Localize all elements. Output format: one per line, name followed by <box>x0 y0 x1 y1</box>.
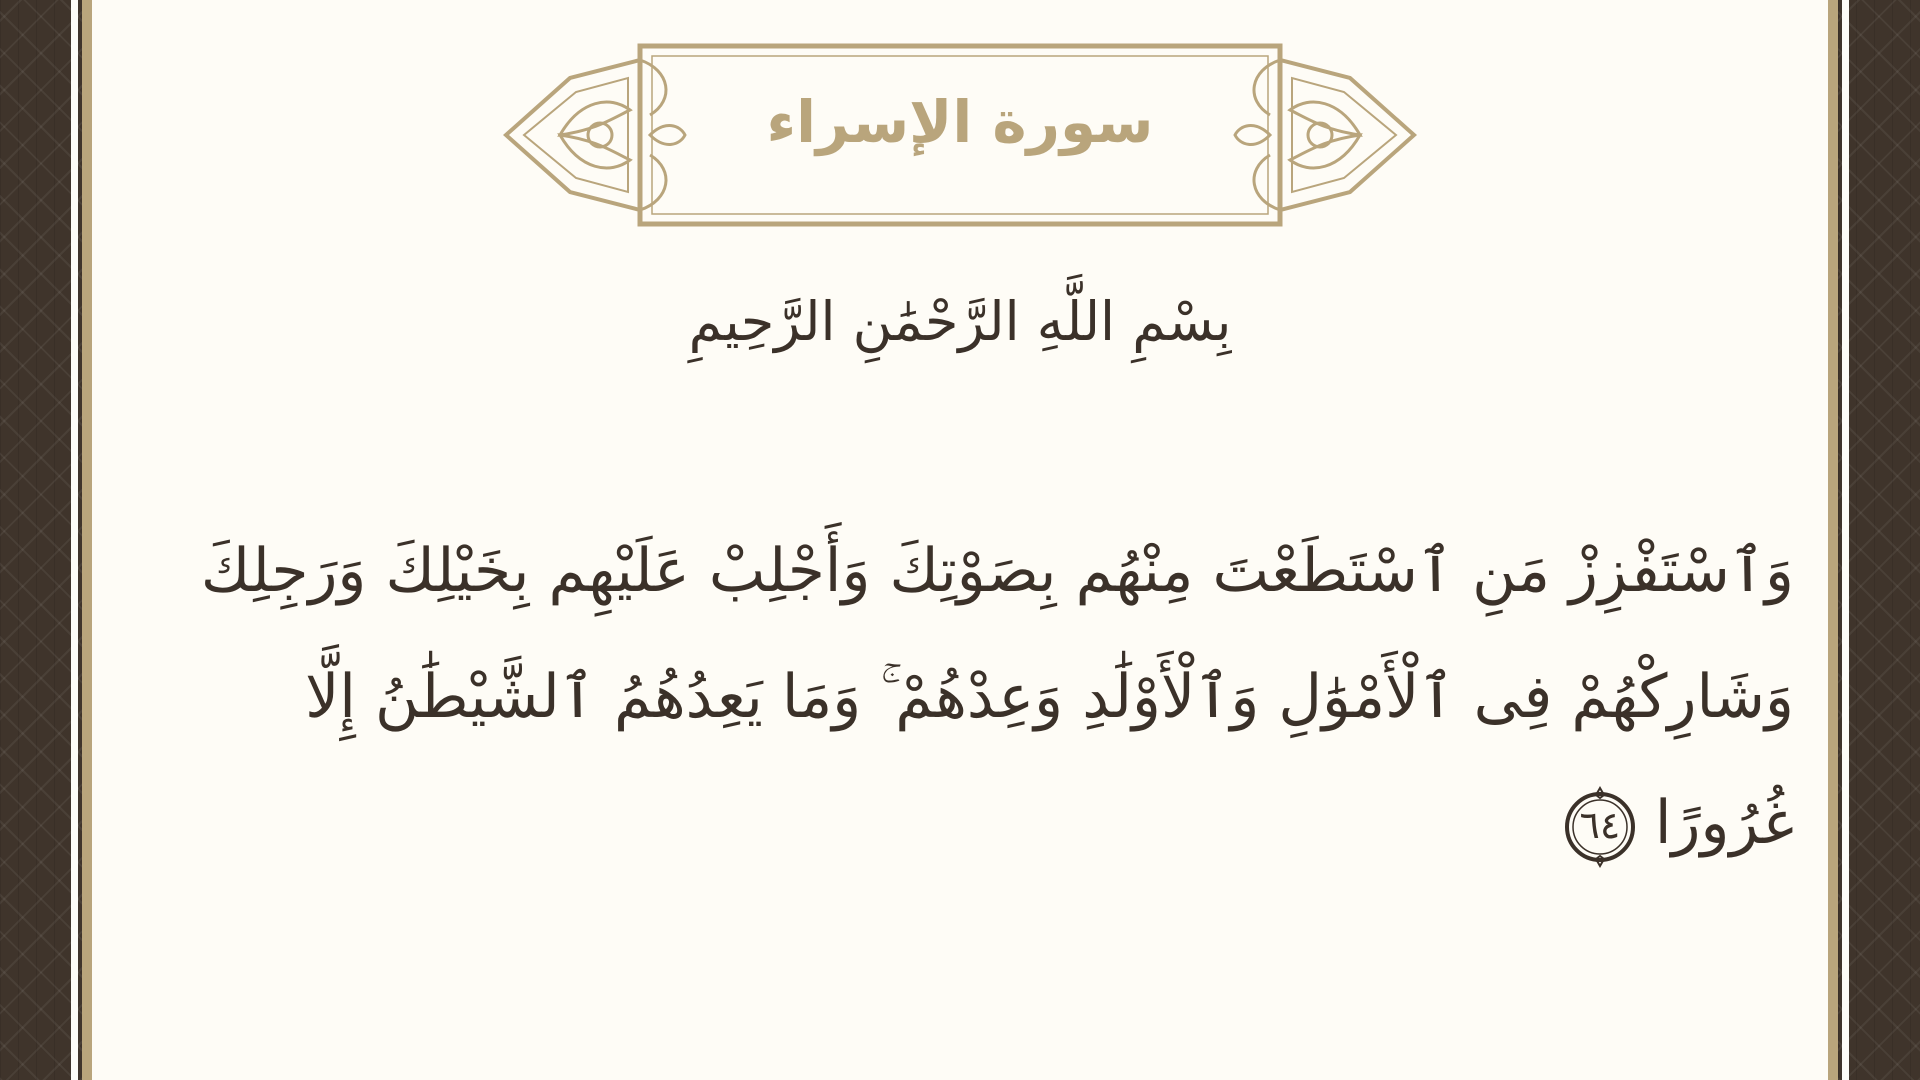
verse-line-3 <box>162 760 1794 886</box>
verse-line-1: وَٱسْتَفْزِزْ مَنِ ٱسْتَطَعْتَ مِنْهُم بِصَوْتِكَ وَأَجْلِبْ عَلَيْهِم بِخَيْلِكَ وَرَجِلِكَ <box>200 536 1794 606</box>
surah-title: سورة الإسراء <box>766 88 1154 156</box>
ayah-number: ٦٤ <box>1579 803 1621 848</box>
left-ornamental-border <box>0 0 82 1080</box>
verse-text <box>162 508 1794 886</box>
right-inner-strip <box>1842 0 1849 1080</box>
right-gold-frame-line <box>1828 0 1838 1080</box>
surah-title-cartouche <box>500 40 1420 230</box>
bismillah-text: بِسْمِ اللَّهِ الرَّحْمَٰنِ الرَّحِيمِ <box>688 290 1232 353</box>
left-inner-strip <box>71 0 78 1080</box>
page-content <box>92 0 1828 1080</box>
ayah-end-marker <box>1559 786 1641 868</box>
verse-line-3-text: غُرُورًا <box>1654 788 1794 858</box>
right-ornamental-border <box>1838 0 1920 1080</box>
left-gold-frame-line <box>82 0 92 1080</box>
verse-line-2: وَشَارِكْهُمْ فِى ٱلْأَمْوَٰلِ وَٱلْأَوْلَٰدِ وَعِدْهُمْ ۚ وَمَا يَعِدُهُمُ ٱلشَّيْطَٰنُ إِلَّا <box>305 662 1794 732</box>
